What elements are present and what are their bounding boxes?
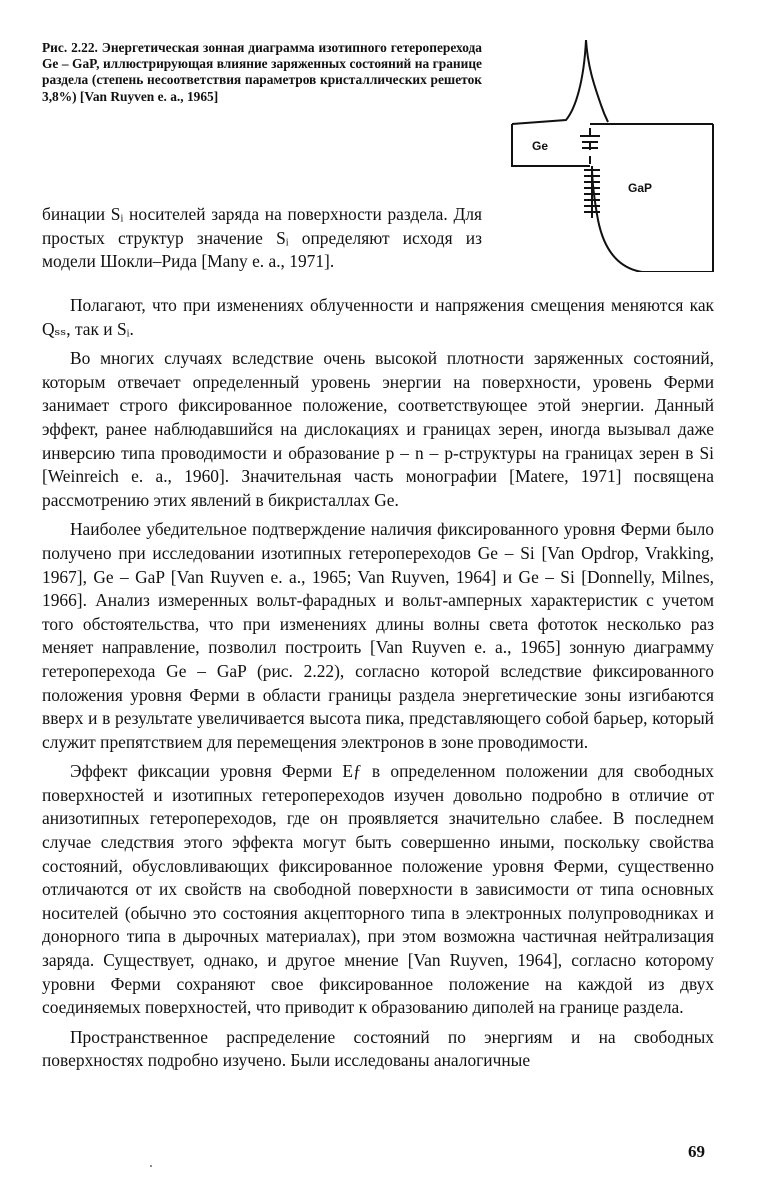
- ge-valence-band: [512, 124, 590, 166]
- band-diagram-figure: [508, 40, 723, 272]
- paragraph-1: Полагают, что при изменениях облученности и напряжения смещения меняются как Qₛₛ, так и Sᵢ.: [42, 295, 714, 339]
- ge-conduction-band-left: [512, 40, 586, 124]
- paragraph-2: Во многих случаях вследствие очень высокой плотности заряженных состояний, которым отвечает определенный уровень энергии на поверхности, уровень Ферми занимает строго фиксированное положение, соответствующее этой энергии. Данный эффект, ранее наблюдавшийся на дислокациях и границах зерен, иногда вызывал даже инверсию типа проводимости и образование p – n – p-структуры на границах зерен в Si [Weinreich e. a., 1960]. Значительная часть монографии [Matere, 1971] посвящена рассмотрению этих явлений в бикристаллах Ge.: [42, 348, 714, 510]
- body-text: [42, 294, 714, 1079]
- gap-label: GaP: [628, 181, 653, 195]
- wrapped-paragraph: [42, 203, 482, 274]
- band-diagram-svg: [508, 40, 723, 272]
- print-speck: [150, 1165, 152, 1167]
- wrapped-paragraph-text: бинации Sᵢ носителей заряда на поверхности раздела. Для простых структур значение Sᵢ определяют исходя из модели Шокли–Рида [Many e. a., 1971].: [42, 204, 482, 272]
- page-number: 69: [688, 1142, 705, 1161]
- paragraph-4: Эффект фиксации уровня Ферми Eƒ в определенном положении для свободных поверхностей и изотипных гетеропереходов изучен довольно подробно в отличие от анизотипных гетеропереходов, где он проявляется значительно слабее. В последнем случае следствия этого эффекта могут быть совершенно иными, поскольку свойства состояний, обусловливающих фиксированное положение уровня Ферми, существенно отличаются от их свойств на свободной поверхности в зависимости от типа основных носителей (обычно это состояния акцепторного типа в электронных полупроводниках и донорного типа в дырочных материалах), при этом возможна частичная нейтрализация заряда. Существует, однако, и другое мнение [Van Ruyven, 1964], согласно которому уровни Ферми сохраняют свое фиксированное положение на каждой из двух соединяемых поверхностей, что приводит к образованию диполей на границе раздела.: [42, 761, 714, 1018]
- ge-label: Ge: [532, 139, 549, 153]
- figure-caption-text: Рис. 2.22. Энергетическая зонная диаграмма изотипного гетероперехода Ge – GaP, иллюстрирующая влияние заряженных состояний на границе раздела (степень несоответствия параметров кристаллических решеток 3,8%) [Van Ruyven e. a., 1965]: [42, 40, 482, 104]
- figure-caption: [42, 40, 482, 105]
- ge-conduction-band: [586, 40, 608, 122]
- gap-valence-band: [592, 124, 713, 272]
- paragraph-5: Пространственное распределение состояний по энергиям и на свободных поверхностях подробно изучено. Были исследованы аналогичные: [42, 1026, 714, 1071]
- paragraph-3: Наиболее убедительное подтверждение наличия фиксированного уровня Ферми было получено при исследовании изотипных гетеропереходов Ge – Si [Van Opdrop, Vrakking, 1967], Ge – GaP [Van Ruyven e. a., 1965; Van Ruyven, 1964] и Ge – Si [Donnelly, Milnes, 1966]. Анализ измеренных вольт-фарадных и вольт-амперных характеристик с учетом того обстоятельства, что при изменениях длины волны света фототок несколько раз меняет направление, позволил построить [Van Ruyven e. a., 1965] зонную диаграмму гетероперехода Ge – GaP (рис. 2.22), согласно которой вследствие фиксированного положения уровня Ферми в области границы раздела энергетические зоны изгибаются вверх и в результате увеличивается высота пика, представляющего собой барьер, который служит препятствием для перемещения электронов в зоне проводимости.: [42, 519, 714, 752]
